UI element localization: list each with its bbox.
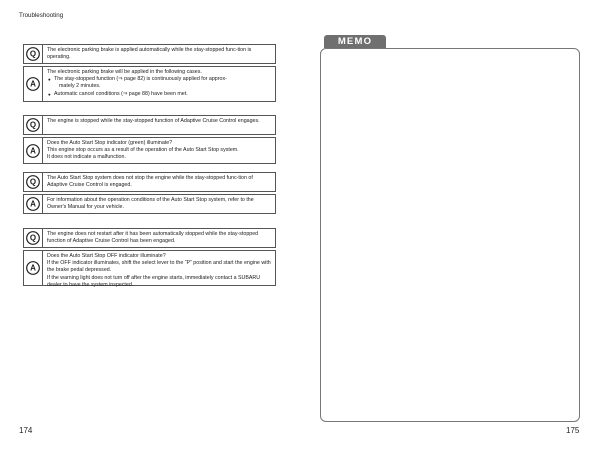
question-text: The Auto Start Stop system does not stop the engine while the stay-stopped func-tion of Adaptive Cruise Control is engaged. — [43, 172, 276, 192]
question-text: The engine does not restart after it has been automatically stopped while the stay-stopped function of Adaptive Cruise Control has been engaged. — [43, 228, 276, 248]
question-icon — [25, 174, 41, 190]
question-badge — [23, 228, 43, 248]
svg-text:Q: Q — [29, 233, 37, 243]
question-icon — [25, 46, 41, 62]
answer-badge — [23, 250, 43, 286]
qa-item-2 — [23, 115, 276, 164]
svg-text:A: A — [30, 263, 36, 273]
page-number-left: 174 — [19, 426, 33, 435]
qa-item-4 — [23, 228, 276, 286]
answer-icon — [25, 260, 41, 276]
answer-icon — [25, 143, 41, 159]
memo-area — [320, 48, 580, 422]
answer-intro: The electronic parking brake will be applied in the following cases. — [47, 69, 202, 75]
memo-tab: MEMO — [324, 35, 386, 48]
question-text: The electronic parking brake is applied automatically while the stay-stopped func-tion is operating. — [43, 44, 276, 64]
bullet-item: ● Automatic cancel conditions (⇒ page 88) have been met. — [47, 91, 271, 98]
question-badge — [23, 115, 43, 135]
question-text: The engine is stopped while the stay-stopped function of Adaptive Cruise Control engages. — [43, 115, 276, 135]
answer-icon — [25, 196, 41, 212]
svg-text:Q: Q — [29, 177, 37, 187]
answer-text: For information about the operation conditions of the Auto Start Stop system, refer to the Owner's Manual for your vehicle. — [43, 194, 276, 214]
question-icon — [25, 230, 41, 246]
svg-text:A: A — [30, 146, 36, 156]
question-badge — [23, 44, 43, 64]
question-badge — [23, 172, 43, 192]
page-number-right: 175 — [566, 426, 580, 435]
svg-text:A: A — [30, 199, 36, 209]
answer-text: Does the Auto Start Stop indicator (green) illuminate? This engine stop occurs as a result of the operation of the Auto Start Stop system. It does not indicate a malfunction. — [43, 137, 276, 164]
answer-badge — [23, 66, 43, 102]
bullet-item: ● The stay-stopped function (⇒ page 82) is continuously applied for approx- mately 2 minutes. — [47, 76, 271, 90]
qa-item-3 — [23, 172, 276, 214]
answer-text: Does the Auto Start Stop OFF indicator illuminate? If the OFF indicator illuminates, shift the select lever to the “P” position and start the engine with the brake pedal depressed. If the warning light does not turn off after the engine starts, immediately contact a SUBARU dealer to have the system inspected. — [43, 250, 276, 286]
answer-badge — [23, 137, 43, 164]
answer-icon — [25, 76, 41, 92]
qa-item-1 — [23, 44, 276, 102]
svg-text:Q: Q — [29, 120, 37, 130]
question-icon — [25, 117, 41, 133]
answer-badge — [23, 194, 43, 214]
answer-text — [43, 66, 276, 102]
svg-text:A: A — [30, 79, 36, 89]
svg-text:Q: Q — [29, 49, 37, 59]
section-title: Troubleshooting — [19, 12, 64, 19]
answer-bullets — [47, 76, 271, 98]
